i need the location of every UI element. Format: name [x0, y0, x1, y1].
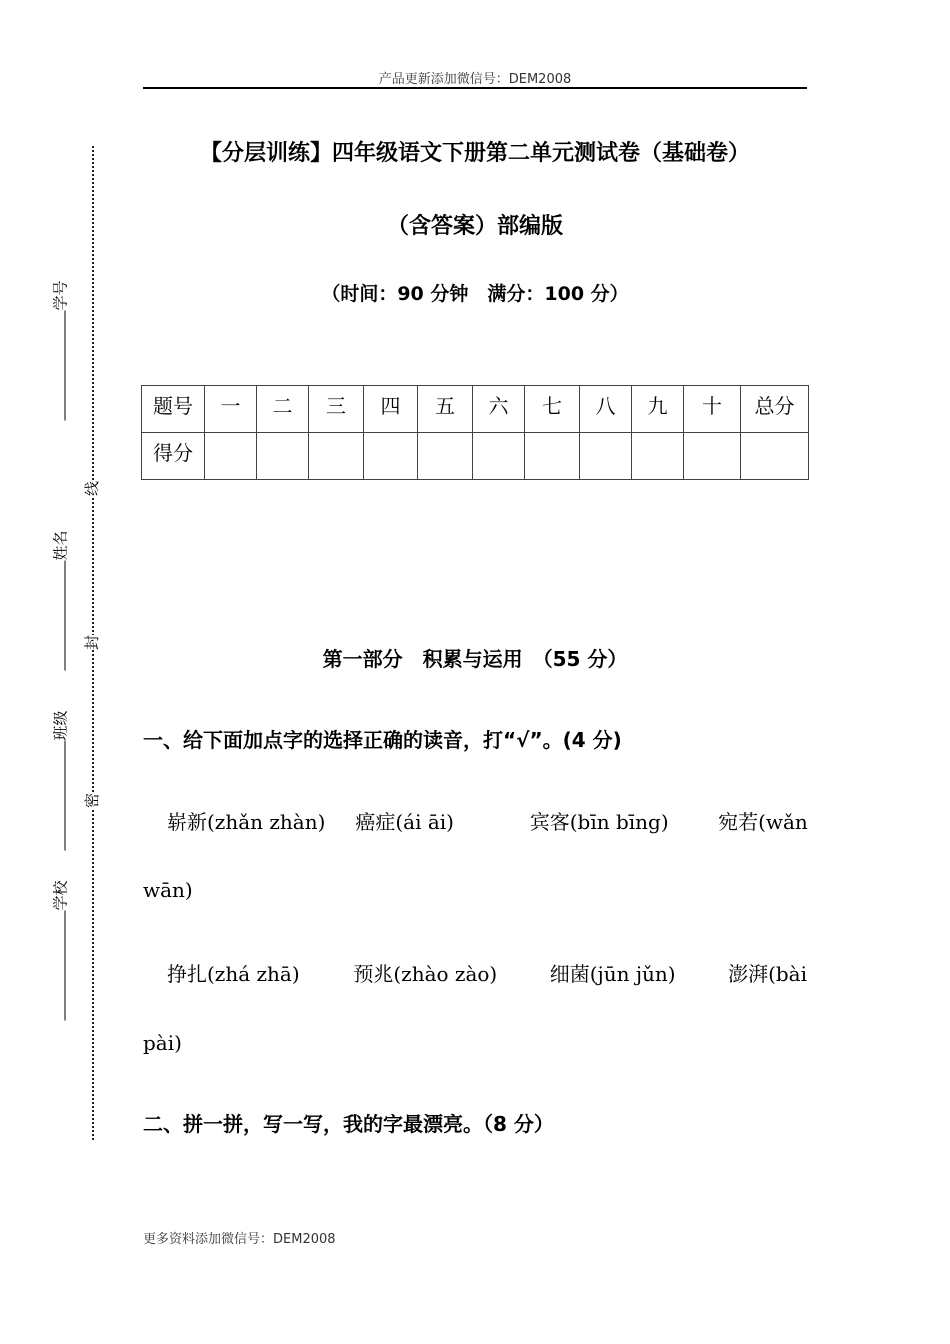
table-cell-label: 得分: [142, 433, 205, 480]
class-field[interactable]: [50, 710, 71, 850]
school-field[interactable]: [50, 880, 71, 1020]
seal-mark-feng: 封: [83, 634, 102, 651]
score-cell[interactable]: [741, 433, 809, 480]
score-cell[interactable]: [418, 433, 473, 480]
field-label: 学号: [51, 280, 70, 311]
pinyin-option: 细菌(jūn jǔn): [549, 962, 676, 986]
question-1-line-1-cont: wān): [143, 878, 193, 902]
question-1-line-2: [143, 958, 813, 987]
score-cell[interactable]: [473, 433, 525, 480]
table-cell-header: 二: [257, 386, 309, 433]
table-cell-header: 九: [632, 386, 684, 433]
blank-line: [53, 311, 66, 421]
score-cell[interactable]: [309, 433, 364, 480]
section-title: 第一部分 积累与运用 （55 分）: [322, 647, 628, 671]
score-table-score-row: [142, 433, 809, 480]
pinyin-option: 癌症(ái āi): [355, 810, 454, 834]
table-cell-header: 四: [364, 386, 418, 433]
score-cell[interactable]: [525, 433, 580, 480]
score-table: [141, 385, 809, 480]
time-info: （时间：90 分钟 满分：100 分）: [321, 283, 629, 305]
field-label: 姓名: [51, 530, 70, 561]
header-rule: [143, 87, 807, 89]
field-label: 班级: [51, 710, 70, 741]
field-label: 学校: [51, 880, 70, 911]
table-cell-header: 三: [309, 386, 364, 433]
score-cell[interactable]: [580, 433, 632, 480]
document-title-line1: 【分层训练】四年级语文下册第二单元测试卷（基础卷）: [199, 141, 750, 166]
question-1-line-1: [143, 806, 813, 835]
pinyin-option: 宾客(bīn bīng): [529, 810, 669, 834]
pinyin-option: 预兆(zhào zào): [353, 962, 498, 986]
table-cell-header: 题号: [142, 386, 205, 433]
table-cell-header: 五: [418, 386, 473, 433]
table-cell-header: 总分: [741, 386, 809, 433]
pinyin-option: 澎湃(bài: [728, 962, 808, 986]
score-cell[interactable]: [257, 433, 309, 480]
table-cell-header: 六: [473, 386, 525, 433]
pinyin-option: 挣扎(zhá zhā): [167, 962, 300, 986]
table-cell-header: 七: [525, 386, 580, 433]
student-number-field[interactable]: [50, 280, 71, 420]
blank-line: [53, 741, 66, 851]
question-1-prompt: 一、给下面加点字的选择正确的读音，打“√”。(4 分): [143, 728, 622, 752]
question-1-line-2-cont: pài): [143, 1031, 182, 1055]
student-name-field[interactable]: [50, 530, 71, 670]
seal-mark-mi: 密: [83, 792, 102, 809]
table-cell-header: 十: [684, 386, 741, 433]
score-cell[interactable]: [632, 433, 684, 480]
table-cell-header: 一: [205, 386, 257, 433]
blank-line: [53, 561, 66, 671]
pinyin-option: 宛若(wǎn: [718, 810, 808, 834]
score-cell[interactable]: [205, 433, 257, 480]
pinyin-option: 崭新(zhǎn zhàn): [167, 810, 326, 834]
seal-mark-xian: 线: [83, 480, 102, 497]
blank-line: [53, 911, 66, 1021]
footer-note: 更多资料添加微信号：DEM2008: [143, 1232, 336, 1247]
score-cell[interactable]: [364, 433, 418, 480]
document-title-line2: （含答案）部编版: [386, 214, 563, 239]
table-cell-header: 八: [580, 386, 632, 433]
score-cell[interactable]: [684, 433, 741, 480]
header-note: 产品更新添加微信号：DEM2008: [378, 72, 572, 87]
question-2-prompt: 二、拼一拼，写一写，我的字最漂亮。（8 分）: [143, 1112, 554, 1136]
score-table-header-row: [142, 386, 809, 433]
